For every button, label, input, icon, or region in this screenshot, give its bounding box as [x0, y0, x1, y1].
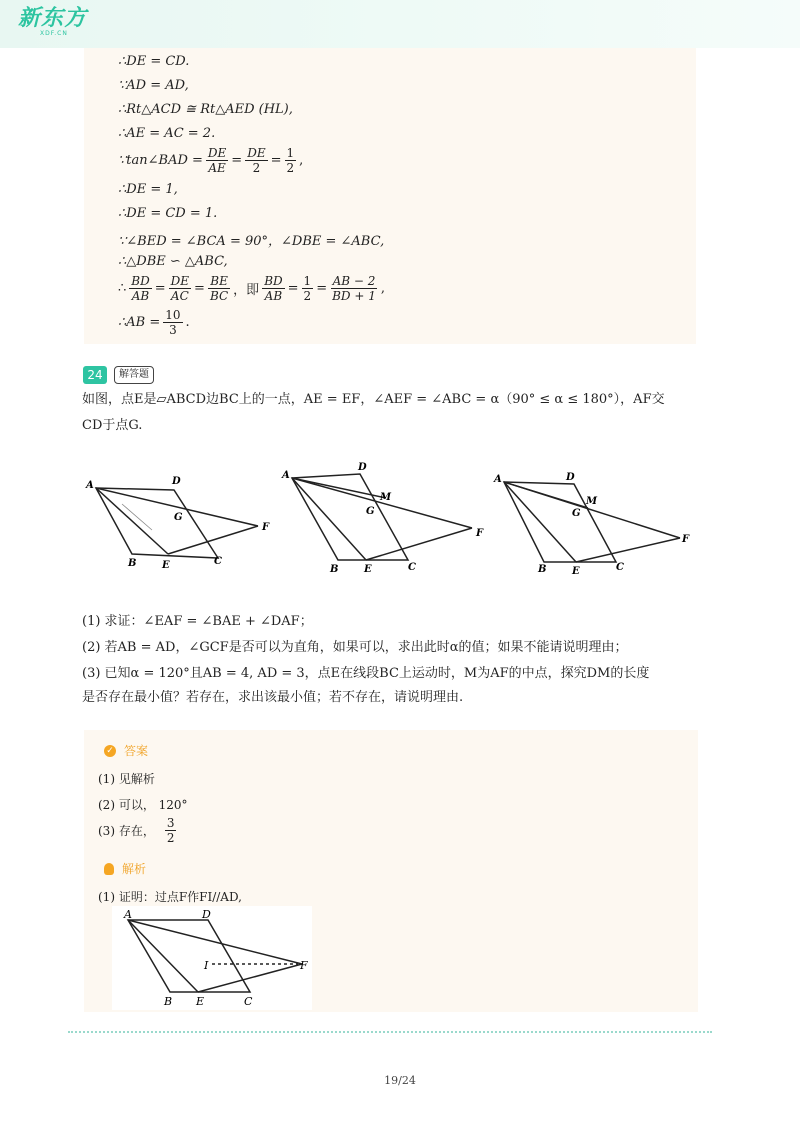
fraction [245, 146, 267, 175]
solution-line: ∵∠BED = ∠BCA = 90°，∠DBE = ∠ABC, [118, 234, 385, 249]
logo-subtext: XDF.CN [40, 30, 68, 37]
prefix: ∴ [118, 281, 127, 296]
suffix: , [380, 281, 385, 296]
question-part3b: 是否存在最小值？若存在，求出该最小值；若不存在，请说明理由. [82, 690, 464, 705]
label-E: E [572, 566, 580, 577]
label-F: F [300, 959, 308, 972]
label-C: C [214, 556, 222, 567]
answer-title [104, 742, 148, 759]
label-A: A [494, 474, 502, 485]
fraction [208, 274, 230, 303]
denominator: 2 [286, 161, 295, 175]
fraction [169, 274, 191, 303]
answer-3-prefix: (3) 存在， [98, 824, 155, 838]
question-type-tag: 解答题 [114, 366, 154, 384]
mid-text: ，即 [233, 283, 260, 298]
denominator: AE [208, 161, 226, 175]
fraction [129, 274, 151, 303]
label-D: D [172, 476, 181, 487]
answer-1: (1) 见解析 [98, 772, 155, 786]
denominator: 2 [252, 161, 261, 175]
label-D: D [358, 462, 367, 473]
check-circle-icon: ✓ [104, 745, 116, 757]
analysis-line1: (1) 证明：过点F作FI//AD, [98, 890, 242, 904]
label-B: B [128, 558, 137, 569]
fraction [285, 146, 297, 175]
page-header [0, 0, 800, 48]
label-F: F [682, 534, 690, 545]
question-part3a: (3) 已知α = 120°且AB = 4, AD = 3，点E在线段BC上运动时，M为AF的中点，探究DM的长度 [82, 666, 650, 681]
solution-line: ∵AD = AD, [118, 78, 189, 93]
label-A: A [124, 908, 132, 921]
numerator: DE [170, 274, 190, 288]
denominator: BC [209, 289, 229, 303]
lightbulb-icon [104, 863, 114, 875]
fraction [302, 274, 314, 303]
question-stem-line1: 如图，点E是▱ABCD边BC上的一点，AE = EF，∠AEF = ∠ABC = α（90° ≤ α ≤ 180°），AF交 [82, 392, 665, 407]
question-number: 24 [83, 366, 107, 384]
numerator: BE [210, 274, 228, 288]
numerator: 1 [286, 146, 295, 160]
page-number: 19/24 [384, 1074, 416, 1087]
label-E: E [364, 564, 372, 575]
suffix: , [299, 153, 304, 168]
label-E: E [196, 995, 205, 1008]
numerator: DE [247, 146, 266, 160]
label-F: F [476, 528, 484, 539]
label-D: D [202, 908, 211, 921]
label-M: M [380, 492, 392, 503]
solution-line: ∴△DBE ∽ △ABC, [118, 254, 228, 269]
numerator: AB − 2 [332, 274, 376, 288]
denominator: AB [264, 289, 283, 303]
denominator: BD + 1 [332, 289, 376, 303]
denominator: AB [131, 289, 150, 303]
figure-1 [82, 470, 282, 580]
numerator: 3 [166, 816, 175, 830]
ratio-line: ∴ $\frac{BD}{AB}$ = $\frac{DE}{AC}$ = $\frac{BE}{BC}$ ，即 $\frac{BD}{AB}$ = $\frac{1}{2}$ = $\frac{AB - 2}{BD + 1}$ , [118, 274, 385, 303]
question-part2: (2) 若AB = AD，∠GCF是否可以为直角，如果可以，求出此时α的值；如果不能请说明理由； [82, 640, 628, 655]
label-A: A [86, 480, 94, 491]
question-part1: (1) 求证：∠EAF = ∠BAE + ∠DAF； [82, 614, 313, 629]
label-A: A [282, 470, 290, 481]
numerator: DE [207, 146, 227, 160]
label-D: D [566, 472, 575, 483]
analysis-title-text: 解析 [122, 862, 147, 876]
denominator: 2 [303, 289, 312, 303]
question-stem-line2: CD于点G. [82, 418, 143, 433]
figure-3 [490, 466, 695, 578]
logo [18, 8, 87, 37]
label-B: B [538, 564, 547, 575]
equals: = [270, 153, 282, 168]
equals: = [231, 153, 243, 168]
answer-title-text: 答案 [124, 744, 149, 758]
tan-line [118, 146, 303, 175]
label-B: B [330, 564, 339, 575]
label-M: M [586, 496, 598, 507]
label-I: I [204, 959, 209, 972]
solution-line: ∴DE = CD. [118, 54, 190, 69]
label-E: E [162, 560, 170, 571]
denominator: AC [170, 289, 189, 303]
solution-line: ∴Rt△ACD ≅ Rt△AED (HL), [118, 102, 293, 117]
denominator: 2 [166, 831, 175, 845]
ab-line [118, 308, 190, 337]
label-C: C [408, 562, 416, 573]
fraction [330, 274, 378, 303]
answer-3 [98, 816, 179, 845]
tan-prefix: ∵tan∠BAD = [118, 153, 203, 168]
solution-line: ∴DE = CD = 1. [118, 206, 218, 221]
suffix: . [185, 315, 190, 330]
numerator: 1 [303, 274, 312, 288]
label-C: C [244, 995, 253, 1008]
solution-line: ∴DE = 1, [118, 182, 178, 197]
analysis-title [104, 860, 146, 877]
prefix: ∴AB = [118, 315, 161, 330]
label-G: G [174, 512, 183, 523]
logo-text: 新东方 [18, 6, 88, 31]
numerator: BD [264, 274, 283, 288]
numerator: 10 [165, 308, 181, 322]
denominator: 3 [169, 323, 177, 337]
section-divider [68, 1031, 712, 1033]
label-B: B [164, 995, 173, 1008]
solution-figure [112, 906, 312, 1010]
fraction [206, 146, 228, 175]
label-F: F [262, 522, 270, 533]
label-G: G [366, 506, 375, 517]
numerator: BD [131, 274, 150, 288]
label-C: C [616, 562, 624, 573]
solution-line: ∴AE = AC = 2. [118, 126, 216, 141]
label-G: G [572, 508, 581, 519]
fraction [163, 308, 182, 337]
answer-2: (2) 可以， 120° [98, 798, 188, 812]
fraction [165, 816, 177, 845]
figure-2 [276, 460, 491, 578]
fraction [262, 274, 284, 303]
